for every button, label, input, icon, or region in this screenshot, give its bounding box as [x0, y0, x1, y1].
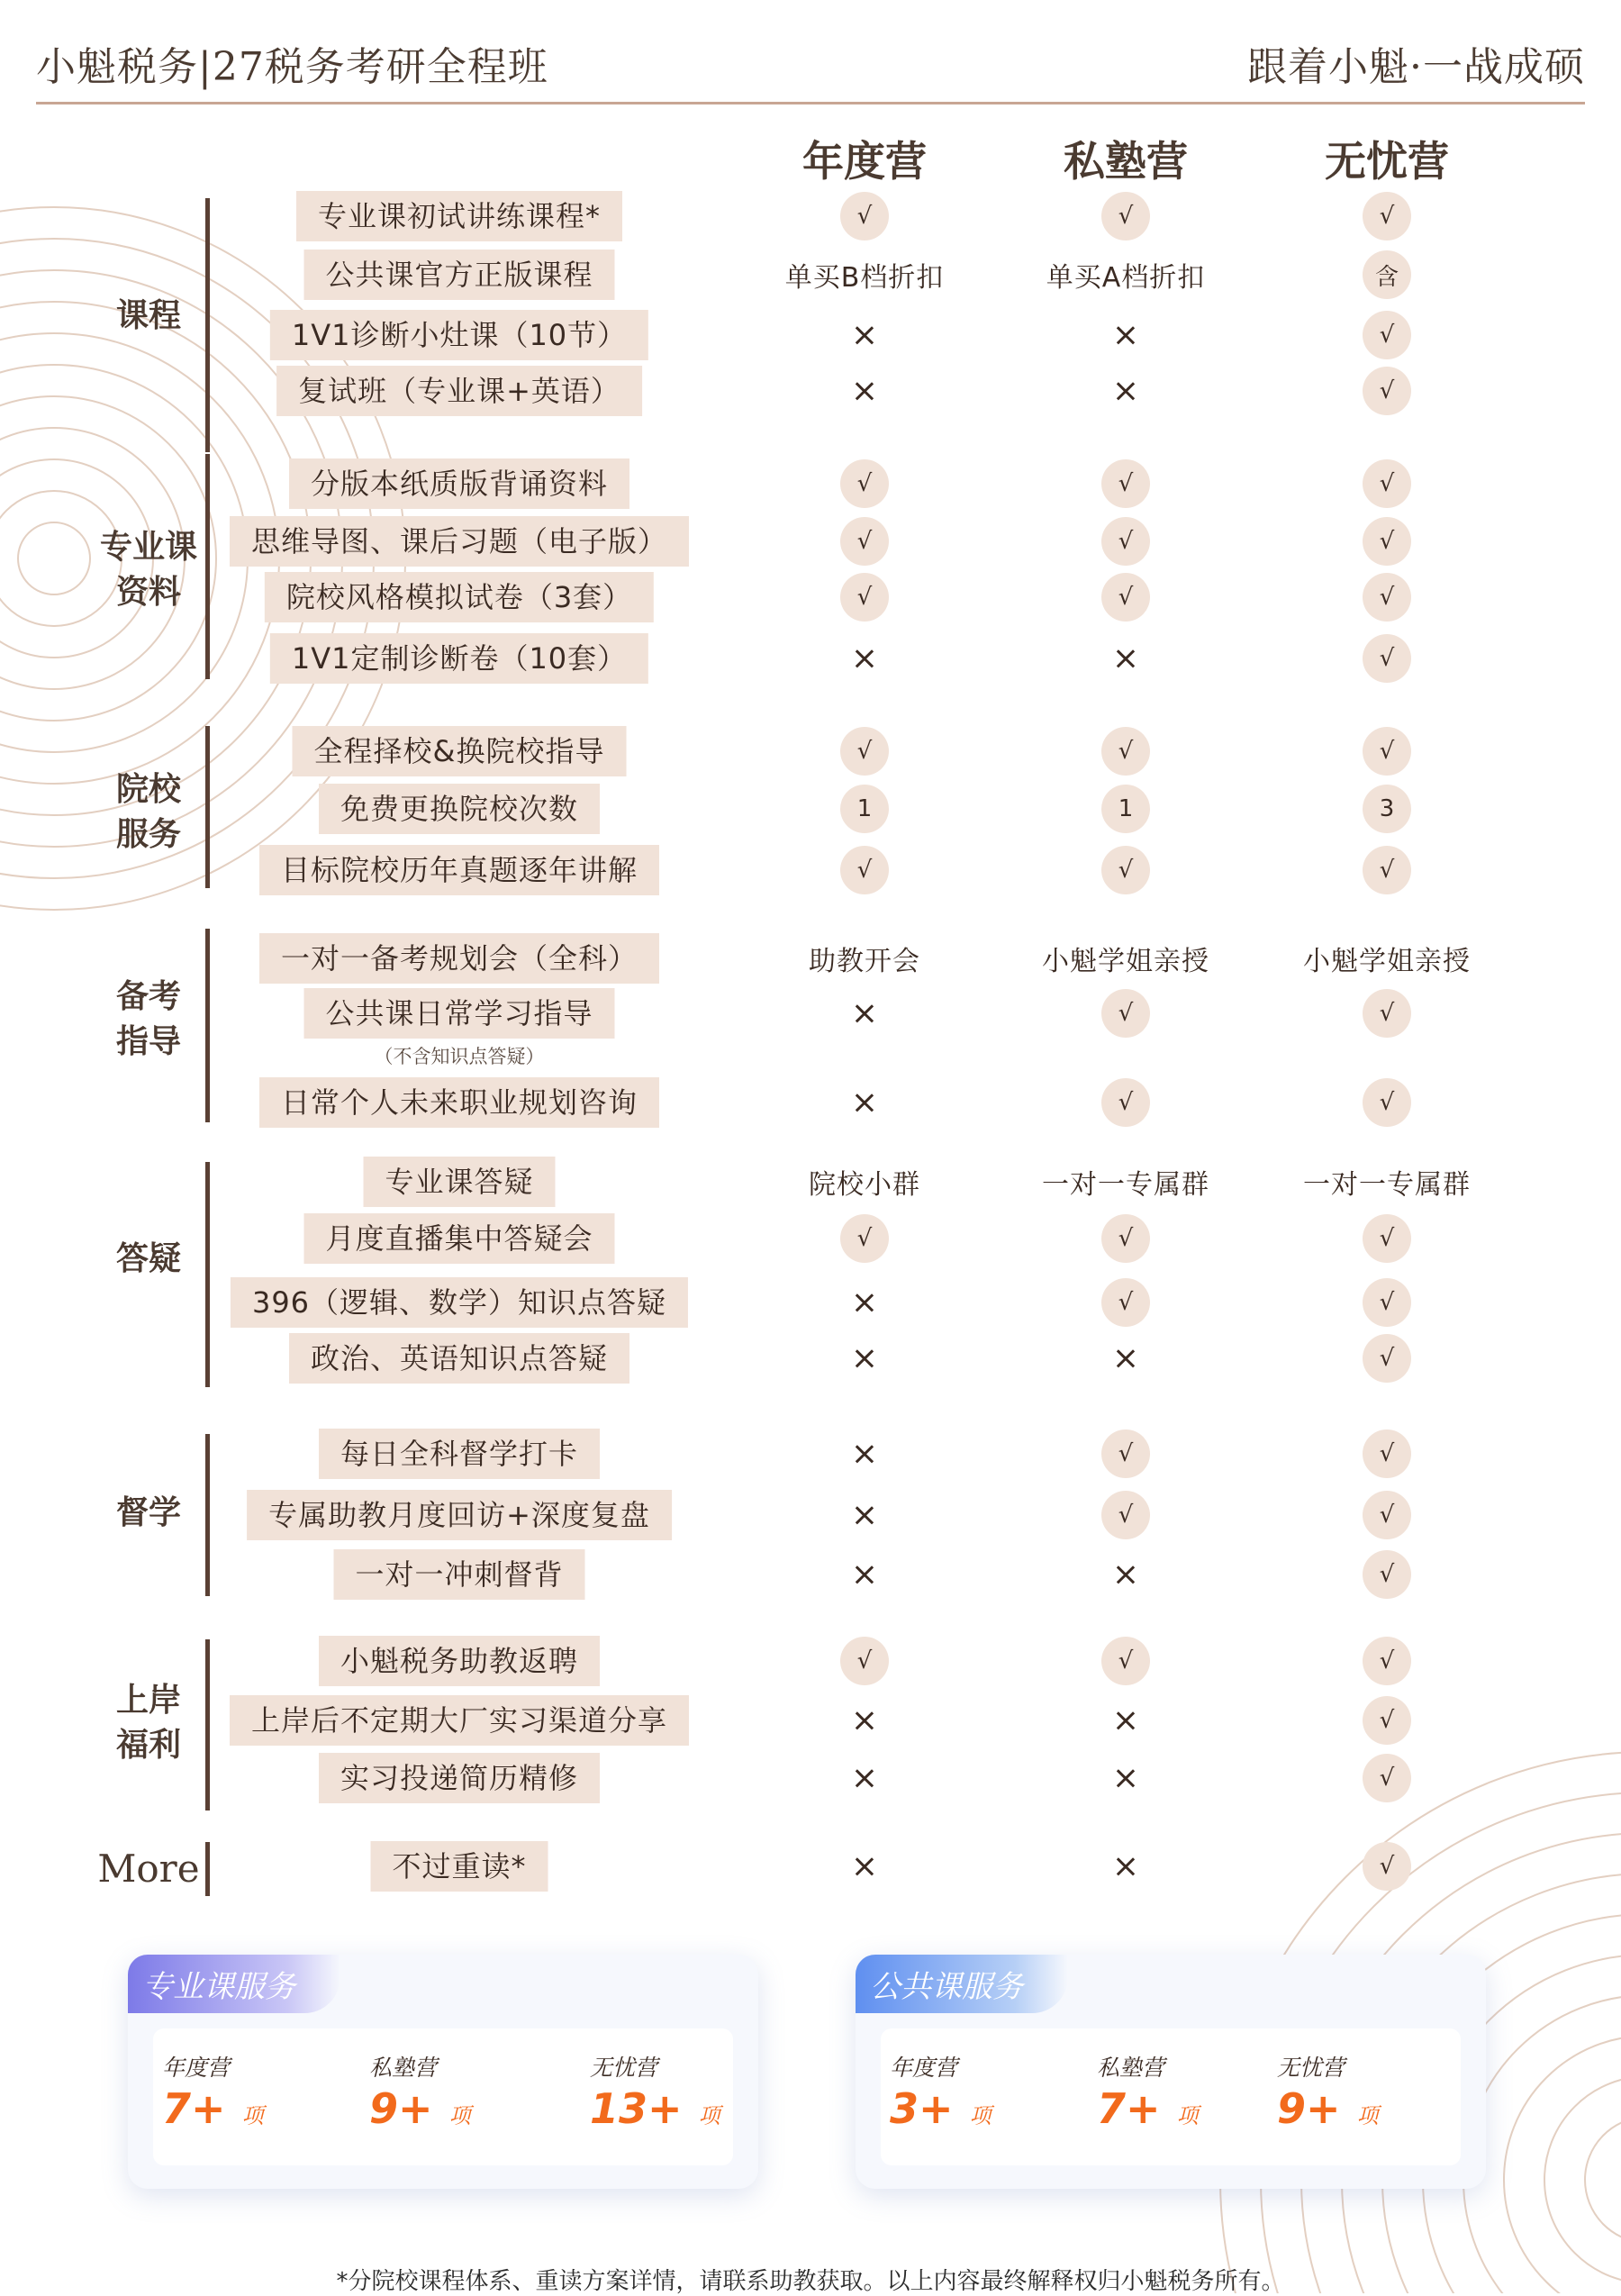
feature-label: 专业课初试讲练课程*	[296, 191, 622, 241]
check-icon: √	[840, 573, 889, 622]
cross-icon: ×	[850, 994, 879, 1032]
value-badge: 含	[1363, 250, 1411, 299]
feature-label: 公共课官方正版课程	[303, 250, 614, 300]
plan-cell-annual	[840, 459, 889, 508]
plan-cell-private	[1101, 192, 1150, 240]
plan-cell-worry-free	[1363, 1842, 1411, 1891]
feature-label: 公共课日常学习指导	[303, 988, 614, 1039]
check-icon: √	[1363, 846, 1411, 894]
cross-icon: ×	[1111, 372, 1140, 410]
feature-row	[0, 1077, 1621, 1128]
feature-cell	[276, 366, 642, 416]
plan-cell-annual	[851, 1702, 878, 1739]
cross-icon: ×	[850, 1084, 879, 1121]
brand-title: 小魁税务|27税务考研全程班	[36, 44, 548, 90]
check-icon: √	[1101, 1637, 1150, 1685]
feature-row	[0, 1695, 1621, 1746]
stat-value: 7+ 项	[162, 2084, 264, 2133]
feature-note: （不含知识点答疑）	[374, 1046, 545, 1067]
check-icon: √	[1101, 1429, 1150, 1478]
value-text: 单买B档折扣	[784, 262, 945, 294]
check-icon: √	[1363, 1842, 1411, 1891]
section-title: 答疑	[115, 1239, 181, 1277]
plan-cell-private	[1101, 1637, 1150, 1685]
cross-icon: ×	[850, 1556, 879, 1593]
check-icon: √	[1363, 311, 1411, 359]
check-icon: √	[1363, 1754, 1411, 1802]
plan-cell-private	[1112, 1340, 1139, 1377]
feature-row	[0, 1841, 1621, 1892]
cross-icon: ×	[850, 316, 879, 354]
plan-cell-worry-free	[1363, 785, 1411, 833]
cross-icon: ×	[850, 1702, 879, 1739]
feature-row	[0, 516, 1621, 567]
plan-cell-private	[1101, 785, 1150, 833]
cross-icon: ×	[1111, 1759, 1140, 1797]
feature-row	[0, 726, 1621, 776]
feature-cell	[370, 1841, 548, 1892]
feature-label: 日常个人未来职业规划咨询	[259, 1077, 659, 1128]
stat-value: 13+ 项	[590, 2084, 720, 2133]
section-title: More	[97, 1847, 200, 1891]
plan-cell-annual	[851, 1848, 878, 1885]
plan-cell-annual	[851, 1436, 878, 1473]
stat-plan: 年度营	[890, 2055, 958, 2081]
summary-tag: 公共课服务	[856, 1955, 1068, 2013]
plan-cell-worry-free	[1363, 1491, 1411, 1539]
cross-icon: ×	[1111, 316, 1140, 354]
stat-plan: 无忧营	[590, 2055, 658, 2081]
feature-cell	[319, 1753, 600, 1803]
check-icon: √	[1363, 1214, 1411, 1263]
plan-cell-private	[1046, 255, 1206, 295]
feature-row	[0, 1429, 1621, 1479]
plan-header-annual: 年度营	[802, 137, 927, 186]
plan-cell-worry-free	[1363, 1696, 1411, 1745]
feature-row	[0, 1157, 1621, 1207]
plan-cell-annual	[840, 192, 889, 240]
plan-cell-private	[1112, 373, 1139, 410]
feature-label: 分版本纸质版背诵资料	[289, 458, 629, 509]
plan-cell-private	[1101, 517, 1150, 566]
feature-label: 实习投递简历精修	[319, 1753, 600, 1803]
stat-value: 3+ 项	[890, 2084, 992, 2133]
feature-cell	[259, 933, 659, 984]
value-badge: 3	[1363, 785, 1411, 833]
footnote: *分院校课程体系、重读方案详情，请联系助教获取。以上内容最终解释权归小魁税务所有。	[336, 2268, 1285, 2295]
stat-value: 9+ 项	[369, 2084, 471, 2133]
check-icon: √	[1363, 727, 1411, 776]
cross-icon: ×	[1111, 1339, 1140, 1377]
plan-cell-annual	[851, 995, 878, 1032]
check-icon: √	[1363, 634, 1411, 683]
plan-cell-worry-free	[1363, 250, 1411, 299]
value-text: 一对一专属群	[1042, 1169, 1209, 1201]
feature-row	[0, 933, 1621, 984]
feature-row	[0, 250, 1621, 300]
feature-cell	[363, 1157, 555, 1207]
feature-row	[0, 1213, 1621, 1264]
feature-row	[0, 988, 1621, 1067]
plan-cell-worry-free	[1363, 1334, 1411, 1383]
plan-cell-annual	[840, 1637, 889, 1685]
cross-icon: ×	[850, 1284, 879, 1321]
plan-cell-worry-free	[1363, 846, 1411, 894]
stat-plan: 无忧营	[1277, 2055, 1345, 2081]
plan-cell-worry-free	[1303, 1162, 1471, 1202]
feature-cell	[293, 726, 627, 776]
plan-cell-private	[1101, 459, 1150, 508]
value-text: 院校小群	[809, 1169, 920, 1201]
stat-plan: 年度营	[162, 2055, 231, 2081]
check-icon: √	[1101, 459, 1150, 508]
plan-cell-private	[1112, 1702, 1139, 1739]
check-icon: √	[1101, 1491, 1150, 1539]
plan-cell-worry-free	[1303, 939, 1471, 978]
summary-card-professional	[128, 1955, 758, 2189]
summary-tag: 专业课服务	[128, 1955, 340, 2013]
cross-icon: ×	[1111, 1702, 1140, 1739]
cross-icon: ×	[850, 1435, 879, 1473]
plan-cell-annual	[840, 846, 889, 894]
feature-cell	[270, 310, 648, 360]
cross-icon: ×	[850, 640, 879, 677]
plan-cell-private	[1112, 1760, 1139, 1797]
check-icon: √	[1363, 459, 1411, 508]
feature-row	[0, 310, 1621, 360]
cross-icon: ×	[850, 1759, 879, 1797]
check-icon: √	[1363, 1550, 1411, 1599]
plan-cell-worry-free	[1363, 1550, 1411, 1599]
value-text: 单买A档折扣	[1046, 262, 1206, 294]
plan-cell-worry-free	[1363, 192, 1411, 240]
value-text: 小魁学姐亲授	[1042, 946, 1209, 977]
check-icon: √	[1363, 573, 1411, 622]
plan-cell-private	[1101, 846, 1150, 894]
section-title: 督学	[115, 1493, 181, 1531]
feature-cell	[319, 1636, 600, 1686]
feature-row	[0, 1549, 1621, 1600]
feature-label: 免费更换院校次数	[319, 784, 600, 834]
feature-label: 复试班（专业课+英语）	[276, 366, 642, 416]
plan-cell-private	[1112, 1848, 1139, 1885]
feature-row	[0, 458, 1621, 509]
feature-label: 全程择校&换院校指导	[293, 726, 627, 776]
feature-label: 专业课答疑	[363, 1157, 555, 1207]
check-icon: √	[840, 1214, 889, 1263]
feature-cell	[319, 1429, 600, 1479]
feature-row	[0, 845, 1621, 895]
section-title: 课程	[115, 296, 181, 334]
feature-label: 不过重读*	[370, 1841, 548, 1892]
section-title: 专业课 资料	[99, 528, 197, 611]
feature-cell	[289, 458, 629, 509]
summary-card-public	[856, 1955, 1486, 2189]
feature-label: 院校风格模拟试卷（3套）	[265, 572, 654, 622]
check-icon: √	[1363, 192, 1411, 240]
plan-header-private: 私塾营	[1064, 137, 1188, 186]
plan-cell-private	[1101, 1278, 1150, 1327]
feature-cell	[303, 250, 614, 300]
feature-label: 目标院校历年真题逐年讲解	[259, 845, 659, 895]
check-icon: √	[1363, 1078, 1411, 1127]
check-icon: √	[1363, 517, 1411, 566]
plan-cell-annual	[851, 1497, 878, 1534]
plan-cell-private	[1101, 727, 1150, 776]
feature-row	[0, 1277, 1621, 1328]
value-text: 小魁学姐亲授	[1303, 946, 1471, 977]
check-icon: √	[1101, 192, 1150, 240]
cross-icon: ×	[1111, 640, 1140, 677]
plan-cell-annual	[840, 517, 889, 566]
plan-cell-private	[1101, 1429, 1150, 1478]
plan-cell-private	[1101, 1078, 1150, 1127]
plan-cell-worry-free	[1363, 517, 1411, 566]
plan-cell-annual	[785, 255, 945, 295]
feature-label: 月度直播集中答疑会	[303, 1213, 614, 1264]
plan-cell-annual	[851, 1284, 878, 1321]
check-icon: √	[1101, 1214, 1150, 1263]
plan-cell-worry-free	[1363, 311, 1411, 359]
plan-cell-worry-free	[1363, 459, 1411, 508]
feature-label: 一对一冲刺督背	[333, 1549, 584, 1600]
plan-cell-private	[1101, 573, 1150, 622]
plan-cell-worry-free	[1363, 727, 1411, 776]
feature-label: 小魁税务助教返聘	[319, 1636, 600, 1686]
plan-cell-worry-free	[1363, 367, 1411, 415]
check-icon: √	[840, 727, 889, 776]
plan-cell-annual	[840, 1214, 889, 1263]
plan-cell-annual	[851, 1084, 878, 1121]
check-icon: √	[1101, 1278, 1150, 1327]
cross-icon: ×	[850, 1496, 879, 1534]
feature-label: 396（逻辑、数学）知识点答疑	[231, 1277, 688, 1328]
feature-row	[0, 1636, 1621, 1686]
section-title: 院校 服务	[115, 770, 181, 853]
plan-cell-worry-free	[1363, 989, 1411, 1038]
value-text: 一对一专属群	[1303, 1169, 1471, 1201]
check-icon: √	[1101, 1078, 1150, 1127]
plan-cell-annual	[851, 640, 878, 677]
check-icon: √	[1101, 517, 1150, 566]
check-icon: √	[1363, 1334, 1411, 1383]
feature-label: 专属助教月度回访+深度复盘	[247, 1490, 672, 1540]
cross-icon: ×	[850, 1339, 879, 1377]
plan-cell-private	[1042, 1162, 1209, 1202]
feature-row	[0, 633, 1621, 684]
feature-cell	[319, 784, 600, 834]
feature-label: 政治、英语知识点答疑	[289, 1333, 629, 1384]
feature-row	[0, 191, 1621, 241]
plan-header-worry-free: 无忧营	[1325, 137, 1449, 186]
section-title: 上岸 福利	[115, 1681, 181, 1764]
plan-cell-worry-free	[1363, 634, 1411, 683]
feature-label: 思维导图、课后习题（电子版）	[230, 516, 689, 567]
feature-row	[0, 366, 1621, 416]
cross-icon: ×	[1111, 1847, 1140, 1885]
plan-cell-annual	[840, 727, 889, 776]
stat-value: 7+ 项	[1097, 2084, 1199, 2133]
feature-cell	[333, 1549, 584, 1600]
feature-cell	[259, 1077, 659, 1128]
header-divider	[36, 102, 1585, 104]
feature-cell	[230, 516, 689, 567]
stat-plan: 私塾营	[369, 2055, 438, 2081]
check-icon: √	[1101, 727, 1150, 776]
check-icon: √	[840, 517, 889, 566]
check-icon: √	[1363, 1429, 1411, 1478]
feature-cell	[296, 191, 622, 241]
feature-cell	[270, 633, 648, 684]
plan-cell-private	[1112, 317, 1139, 354]
feature-cell	[303, 988, 614, 1069]
check-icon: √	[840, 1637, 889, 1685]
feature-cell	[247, 1490, 672, 1540]
feature-cell	[259, 845, 659, 895]
feature-cell	[230, 1695, 689, 1746]
plan-cell-worry-free	[1363, 1278, 1411, 1327]
plan-cell-annual	[840, 573, 889, 622]
plan-cell-private	[1042, 939, 1209, 978]
plan-cell-worry-free	[1363, 1637, 1411, 1685]
value-badge: 1	[1101, 785, 1150, 833]
check-icon: √	[840, 846, 889, 894]
check-icon: √	[840, 459, 889, 508]
cross-icon: ×	[850, 1847, 879, 1885]
check-icon: √	[1101, 989, 1150, 1038]
plan-cell-annual	[851, 1340, 878, 1377]
plan-cell-annual	[851, 373, 878, 410]
plan-cell-worry-free	[1363, 1078, 1411, 1127]
cross-icon: ×	[1111, 1556, 1140, 1593]
feature-cell	[265, 572, 654, 622]
plan-cell-private	[1112, 640, 1139, 677]
feature-label: 1V1诊断小灶课（10节）	[270, 310, 648, 360]
check-icon: √	[1363, 1696, 1411, 1745]
plan-cell-worry-free	[1363, 1429, 1411, 1478]
plan-cell-annual	[840, 785, 889, 833]
cross-icon: ×	[850, 372, 879, 410]
feature-row	[0, 1490, 1621, 1540]
section-title: 备考 指导	[115, 977, 181, 1060]
summary-stats	[153, 2028, 733, 2165]
feature-row	[0, 572, 1621, 622]
feature-label: 1V1定制诊断卷（10套）	[270, 633, 648, 684]
stat-value: 9+ 项	[1277, 2084, 1379, 2133]
check-icon: √	[1363, 1637, 1411, 1685]
plan-cell-worry-free	[1363, 573, 1411, 622]
plan-cell-private	[1101, 1214, 1150, 1263]
value-text: 助教开会	[809, 946, 920, 977]
check-icon: √	[1101, 573, 1150, 622]
plan-cell-private	[1101, 989, 1150, 1038]
plan-cell-worry-free	[1363, 1214, 1411, 1263]
check-icon: √	[1363, 367, 1411, 415]
plan-cell-worry-free	[1363, 1754, 1411, 1802]
feature-cell	[289, 1333, 629, 1384]
feature-cell	[303, 1213, 614, 1264]
feature-row	[0, 1753, 1621, 1803]
plan-cell-annual	[851, 1760, 878, 1797]
feature-row	[0, 784, 1621, 834]
plan-cell-annual	[809, 1162, 920, 1202]
plan-cell-annual	[851, 317, 878, 354]
plan-cell-private	[1101, 1491, 1150, 1539]
feature-row	[0, 1333, 1621, 1384]
stat-plan: 私塾营	[1097, 2055, 1165, 2081]
check-icon: √	[1101, 846, 1150, 894]
check-icon: √	[1363, 1491, 1411, 1539]
check-icon: √	[1363, 989, 1411, 1038]
check-icon: √	[1363, 1278, 1411, 1327]
plan-cell-annual	[809, 939, 920, 978]
value-badge: 1	[840, 785, 889, 833]
check-icon: √	[840, 192, 889, 240]
feature-label: 上岸后不定期大厂实习渠道分享	[230, 1695, 689, 1746]
slogan: 跟着小魁·一战成硕	[1247, 44, 1585, 90]
summary-stats	[881, 2028, 1461, 2165]
feature-cell	[231, 1277, 688, 1328]
plan-cell-annual	[851, 1556, 878, 1593]
feature-label: 一对一备考规划会（全科）	[259, 933, 659, 984]
plan-cell-private	[1112, 1556, 1139, 1593]
feature-label: 每日全科督学打卡	[319, 1429, 600, 1479]
